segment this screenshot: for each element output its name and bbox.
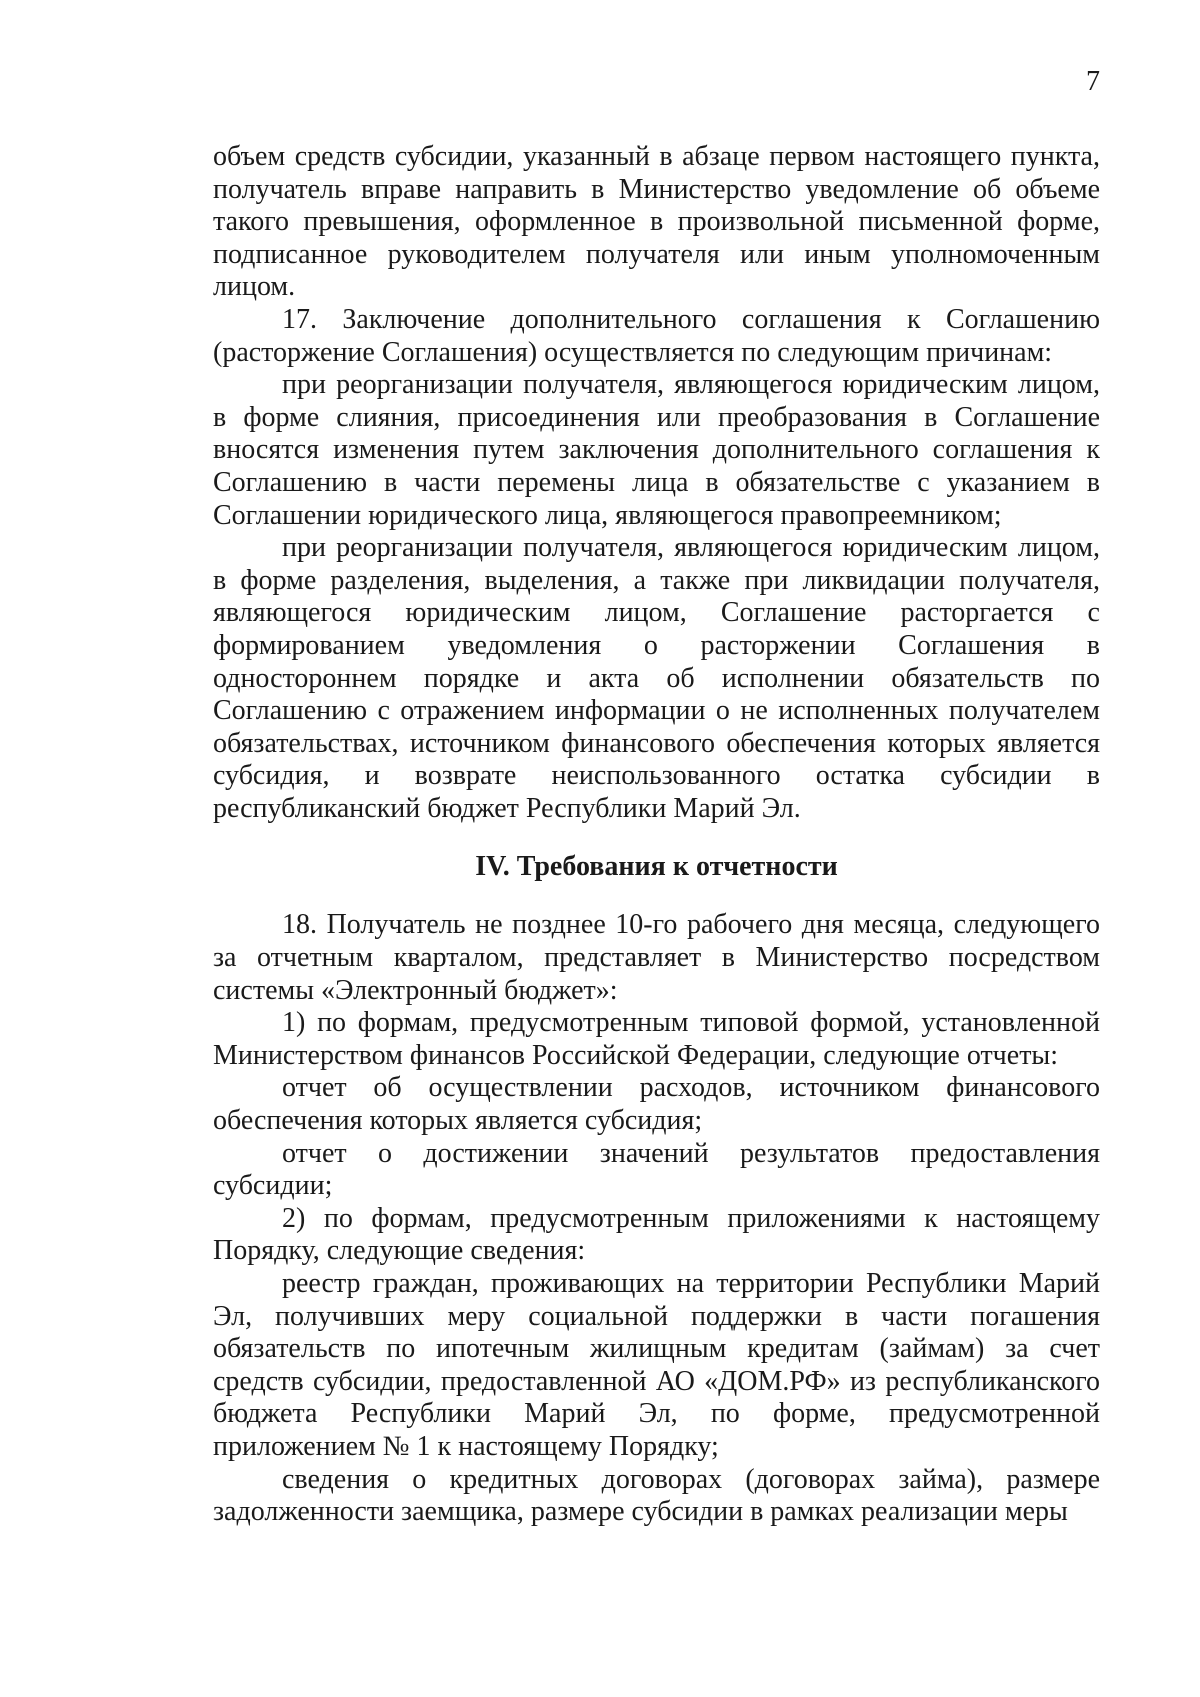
section-heading: IV. Требования к отчетности: [475, 851, 838, 883]
paragraph: при реорганизации получателя, являющегося юридическим лицом, в форме слияния, присоединения или преобразования в Соглашение вносятся изменения путем заключения дополнительного соглашения к Соглашению в части перемены лица в обязательстве с указанием в Соглашении юридического лица, являющегося правопреемником;: [213, 369, 1100, 531]
paragraph: отчет о достижении значений результатов предоставления субсидии;: [213, 1137, 1100, 1202]
paragraph: 1) по формам, предусмотренным типовой формой, установленной Министерством финансов Российской Федерации, следующие отчеты:: [213, 1007, 1100, 1071]
paragraph: при реорганизации получателя, являющегося юридическим лицом, в форме разделения, выделения, а также при ликвидации получателя, являющегося юридическим лицом, Соглашение расторгается с формированием уведомления о расторжении Соглашения в одностороннем порядке и акта об исполнении обязательств по Соглашению с отражением информации о не исполненных получателем обязательствах, источником финансового обеспечения которых является субсидия, и возврате неиспользованного остатка субсидии в республиканский бюджет Республики Марий Эл.: [213, 532, 1100, 824]
page-number: 7: [1086, 66, 1100, 97]
spacer: [213, 825, 1100, 851]
paragraph: 2) по формам, предусмотренным приложениями к настоящему Порядку, следующие сведения:: [213, 1202, 1100, 1267]
paragraph: 18. Получатель не позднее 10-го рабочего дня месяца, следующего за отчетным кварталом, представляет в Министерство посредством системы «Электронный бюджет»:: [213, 909, 1100, 1006]
paragraph: реестр граждан, проживающих на территории Республики Марий Эл, получивших меру социальной поддержки в части погашения обязательств по ипотечным жилищным кредитам (займам) за счет средств субсидии, предоставленной АО «ДОМ.РФ» из республиканского бюджета Республики Марий Эл, по форме, предусмотренной приложением № 1 к настоящему Порядку;: [213, 1268, 1100, 1462]
paragraph: 17. Заключение дополнительного соглашения к Соглашению (расторжение Соглашения) осуществляется по следующим причинам:: [213, 303, 1100, 368]
paragraph: сведения о кредитных договорах (договорах займа), размере задолженности заемщика, размере субсидии в рамках реализации меры: [213, 1463, 1100, 1528]
paragraph: отчет об осуществлении расходов, источником финансового обеспечения которых является субсидия;: [213, 1072, 1100, 1137]
paragraph: объем средств субсидии, указанный в абзаце первом настоящего пункта, получатель вправе направить в Министерство уведомление об объеме такого превышения, оформленное в произвольной письменной форме, подписанное руководителем получателя или иным уполномоченным лицом.: [213, 141, 1100, 303]
spacer: [213, 883, 1100, 909]
document-body: [213, 141, 1100, 1529]
